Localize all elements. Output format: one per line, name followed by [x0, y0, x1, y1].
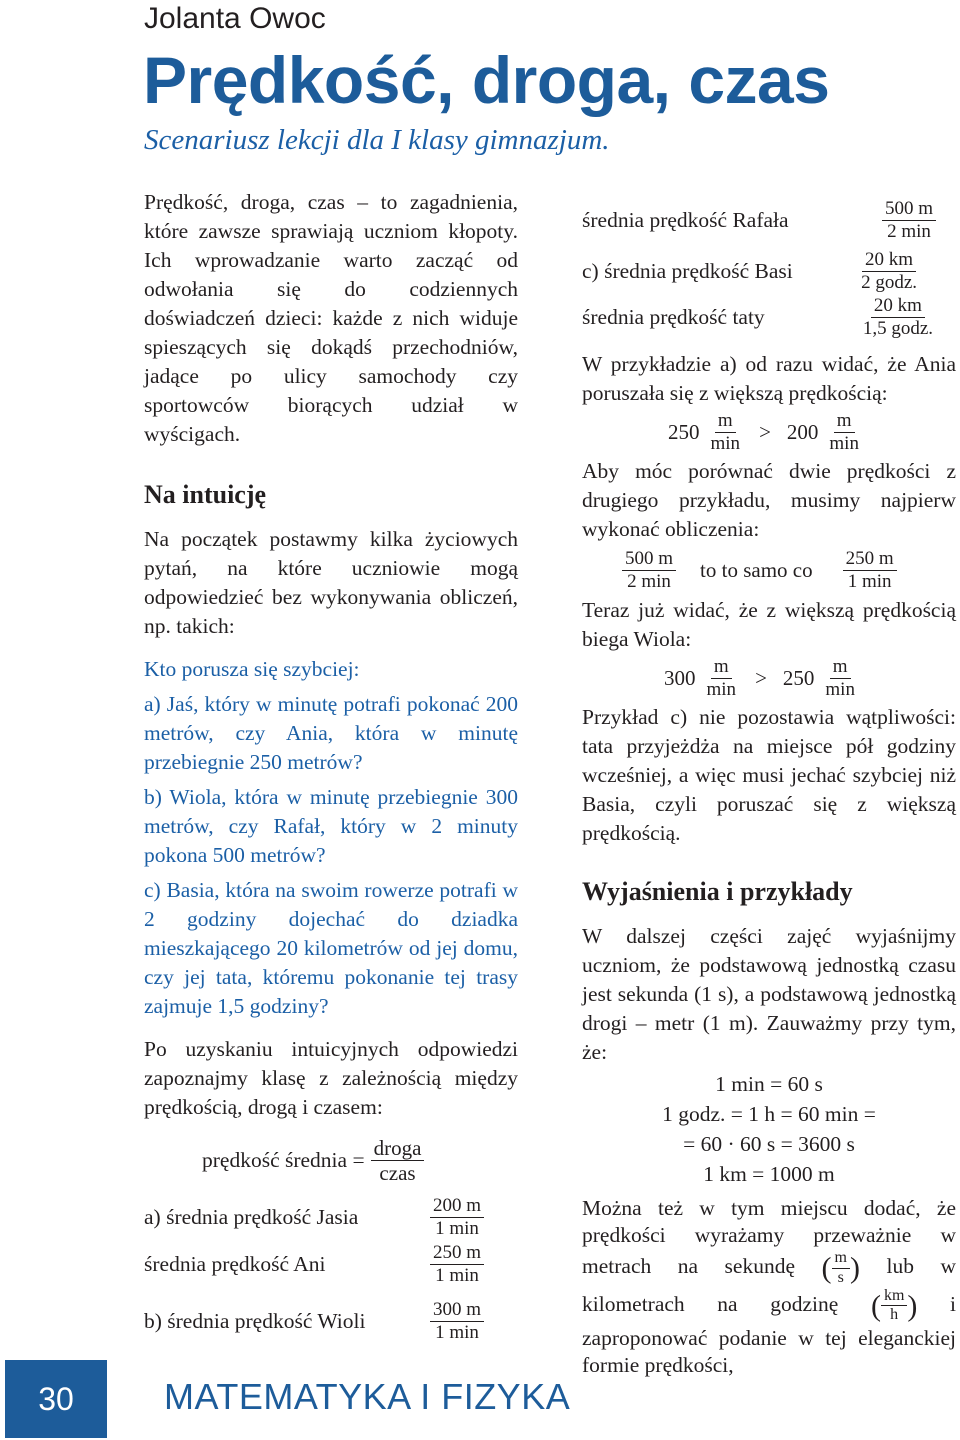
- equation-line: 1 km = 1000 m: [703, 1162, 835, 1187]
- speed-formula: [202, 1136, 518, 1185]
- unit-fraction: [704, 656, 740, 701]
- example-fraction: [430, 1195, 484, 1240]
- example-label: a) średnia prędkość Jasia: [144, 1205, 359, 1230]
- fraction-denominator: 1 min: [435, 1218, 479, 1240]
- fraction-denominator: 1 min: [847, 570, 892, 592]
- fraction-numerator: m: [834, 410, 855, 433]
- fraction-500m-2min: [622, 548, 676, 593]
- paren-open: (: [870, 1289, 881, 1323]
- unit-fraction: [822, 656, 858, 701]
- question-a: a) Jaś, który w minutę potrafi pokonać 200 metrów, czy Ania, która w minutę przebiegnie 250 metrów?: [144, 692, 518, 774]
- fraction-denominator: min: [710, 432, 741, 454]
- comparison-ania-jas: [668, 410, 956, 455]
- paragraph-example-a: W przykładzie a) od razu widać, że Ania poruszała się z większą prędkością:: [582, 352, 956, 406]
- example-label: średnia prędkość Ani: [144, 1251, 326, 1276]
- comparison-left-value: 300: [664, 666, 696, 691]
- unit-fraction: [708, 410, 744, 455]
- paragraph-example-c: Przykład c) nie pozostawia wątpliwości: tata przyjeżdża na miejsce pół godziny wcześniej, a więc musi jechać szybciej niż Basia, czyli poruszać się z większą prędkością.: [582, 705, 956, 846]
- intro-paragraph: Prędkość, droga, czas – to zagadnienia, które zawsze sprawiają uczniom kłopoty. Ich wprowadzanie warto zacząć od odwołania się do codziennych doświadczeń dzieci: każde z nich widuje spieszących się dokądś przechodniów, jadące po ulicy samochody czy sportowców biorących udział w wyścigach.: [144, 190, 518, 446]
- fraction-numerator: 250 m: [430, 1242, 484, 1265]
- fraction-numerator: 500 m: [882, 198, 936, 221]
- fraction-denominator: min: [829, 432, 859, 454]
- fraction-numerator: m: [711, 656, 732, 679]
- fraction-denominator: 2 min: [887, 220, 931, 242]
- example-rafal: [582, 198, 936, 243]
- speed-units-text: lub w kilometrach na godzinę: [582, 1253, 957, 1316]
- equation-line: = 60 · 60 s = 3600 s: [683, 1132, 855, 1157]
- fraction-denominator: s: [837, 1268, 844, 1286]
- equivalence-text: to to samo co: [700, 557, 813, 582]
- unit-fraction: [826, 410, 862, 455]
- example-fraction: [860, 295, 936, 340]
- unit-km-per-h: [881, 1287, 907, 1325]
- article-subtitle: Scenariusz lekcji dla I klasy gimnazjum.: [144, 124, 610, 156]
- unit-m-per-s: [832, 1249, 850, 1287]
- fraction-denominator: min: [706, 679, 737, 701]
- unit-equations: [582, 1069, 956, 1189]
- fraction-denominator: 1 min: [435, 1264, 479, 1286]
- fraction-numerator: 500 m: [622, 548, 676, 571]
- question-heading: Kto porusza się szybciej:: [144, 657, 360, 681]
- fraction-numerator: 250 m: [843, 548, 897, 571]
- example-label: średnia prędkość taty: [582, 305, 765, 330]
- fraction-denominator: h: [890, 1306, 899, 1324]
- example-fraction: [882, 198, 936, 243]
- left-column: [144, 188, 518, 1343]
- question-c: c) Basia, która na swoim rowerze potrafi w 2 godziny dojechać do dziadka mieszkającego 20 kilometrów od jej domu, czy jej tata, któremu pokonanie tej trasy zajmuje 1,5 godziny?: [144, 878, 518, 1018]
- fraction-numerator: 200 m: [430, 1195, 484, 1218]
- comparison-operator: >: [759, 419, 771, 444]
- formula-fraction: [371, 1136, 425, 1185]
- fraction-denominator: 1 min: [435, 1321, 479, 1343]
- formula-label: prędkość średnia =: [202, 1148, 365, 1173]
- equivalence-row: [622, 548, 956, 593]
- fraction-numerator: 20 km: [871, 295, 925, 318]
- example-wiola: [144, 1299, 484, 1344]
- paren-close: ): [849, 1251, 860, 1285]
- formula-numerator: droga: [371, 1136, 425, 1161]
- paren-close: ): [907, 1289, 918, 1323]
- example-label: średnia prędkość Rafała: [582, 207, 789, 232]
- fraction-denominator: 2 godz.: [861, 271, 917, 293]
- section-heading-explanations: Wyjaśnienia i przykłady: [582, 877, 853, 907]
- example-tata: [582, 295, 936, 340]
- equation-line: 1 godz. = 1 h = 60 min =: [662, 1102, 876, 1127]
- question-b: b) Wiola, która w minutę przebiegnie 300 metrów, czy Rafał, który w 2 minuty pokona 500 metrów?: [144, 785, 518, 867]
- example-ania: [144, 1242, 484, 1287]
- comparison-operator: >: [755, 666, 767, 691]
- article-title: Prędkość, droga, czas: [143, 43, 830, 117]
- author-name: Jolanta Owoc: [144, 2, 326, 35]
- fraction-numerator: m: [832, 1249, 850, 1268]
- right-column: [582, 198, 956, 1379]
- fraction-denominator: 2 min: [627, 570, 671, 592]
- paragraph-speed-units: [582, 1195, 956, 1379]
- comparison-wiola-rafal: [664, 656, 956, 701]
- section-heading-intuition: Na intuicję: [144, 480, 267, 509]
- paragraph-questions-intro: Na początek postawmy kilka życiowych pytań, na które uczniowie mogą odpowiedzieć bez wykonywania obliczeń, np. takich:: [144, 527, 518, 638]
- fraction-numerator: 20 km: [862, 249, 916, 272]
- fraction-numerator: m: [715, 410, 736, 433]
- paragraph-relationship: Po uzyskaniu intuicyjnych odpowiedzi zapoznajmy klasę z zależnością między prędkością, drogą i czasem:: [144, 1037, 518, 1119]
- fraction-numerator: 300 m: [430, 1299, 484, 1322]
- fraction-numerator: m: [830, 656, 851, 679]
- fraction-denominator: min: [825, 679, 855, 701]
- paragraph-units: W dalszej części zajęć wyjaśnijmy uczniom, że podstawową jednostką czasu jest sekunda (1 s), a podstawową jednostką drogi – metr (1 m). Zauważmy przy tym, że:: [582, 924, 956, 1065]
- speed-units-text: i zaproponować podanie w tej eleganckiej formie prędkości,: [582, 1291, 957, 1377]
- example-jas: [144, 1195, 484, 1240]
- paren-open: (: [821, 1251, 832, 1285]
- comparison-right-value: 200: [786, 419, 819, 444]
- paragraph-example-b: Aby móc porównać dwie prędkości z drugiego przykładu, musimy najpierw wykonać obliczenia:: [582, 458, 956, 541]
- example-fraction: [430, 1242, 484, 1287]
- fraction-numerator: km: [881, 1287, 907, 1306]
- speed-units-text: Można też w tym miejscu dodać, że prędkości wyrażamy przeważnie w metrach na sekundę: [582, 1196, 956, 1278]
- example-fraction: [858, 249, 920, 294]
- comparison-right-value: 250: [782, 666, 815, 691]
- page-number: 30: [5, 1360, 107, 1438]
- section-name: MATEMATYKA I FIZYKA: [164, 1376, 571, 1417]
- example-label: b) średnia prędkość Wioli: [144, 1308, 366, 1333]
- comparison-left-value: 250: [668, 419, 700, 444]
- example-fraction: [430, 1299, 484, 1344]
- formula-denominator: czas: [379, 1161, 416, 1186]
- example-label: c) średnia prędkość Basi: [582, 258, 793, 283]
- fraction-denominator: 1,5 godz.: [862, 318, 933, 340]
- paragraph-example-b-result: Teraz już widać, że z większą prędkością biega Wiola:: [582, 598, 956, 652]
- equation-line: 1 min = 60 s: [715, 1072, 823, 1097]
- fraction-250m-1min: [843, 548, 897, 593]
- example-basia: [582, 249, 920, 294]
